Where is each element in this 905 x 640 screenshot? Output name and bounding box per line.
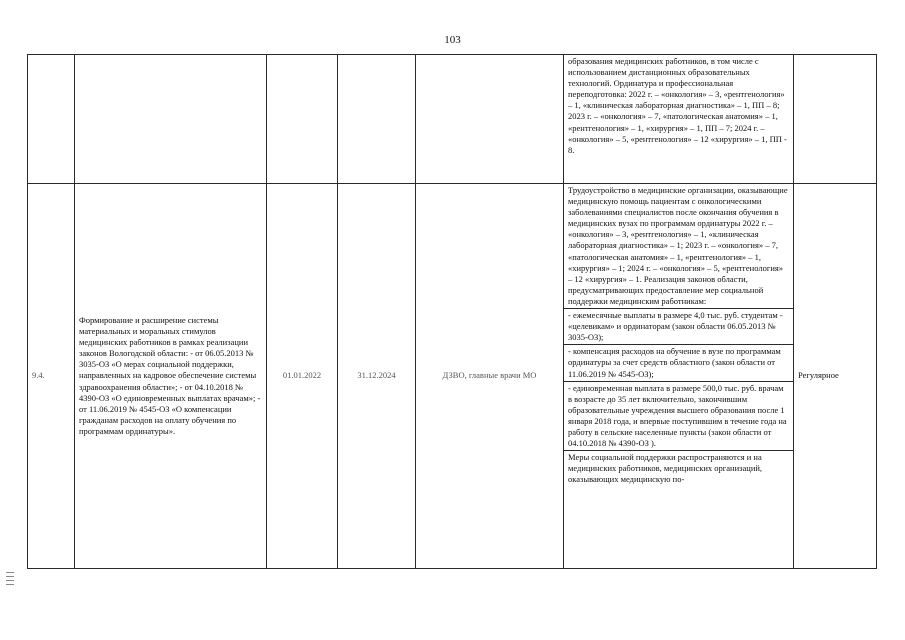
result-text: - единовременная выплата в размере 500,0 тыс. руб. врачам в возрасте до 35 лет включительно, закончившим образовательные учреждения высшего образования после 1 января 2018 года, и впервые поступившим в течение года на работу в сельские населенные пункты (закон области от 04.10.2018 № 4390-ОЗ ). bbox=[564, 382, 793, 452]
end-date-cell bbox=[338, 184, 416, 569]
results-cell bbox=[564, 184, 794, 569]
result-text: - компенсация расходов на обучение в вузе по программам ординатуры за счет средств областного (закон области от 11.06.2019 № 4545-ОЗ); bbox=[564, 345, 793, 381]
table-row bbox=[28, 55, 877, 184]
results-cell bbox=[564, 55, 794, 184]
start-date-cell bbox=[267, 55, 338, 184]
start-date: 01.01.2022 bbox=[282, 370, 322, 381]
executor-text: ДЗВО, главные врачи МО bbox=[442, 370, 537, 381]
plan-table bbox=[27, 54, 877, 569]
periodicity-cell bbox=[794, 184, 877, 569]
end-date-cell bbox=[338, 55, 416, 184]
periodicity-cell bbox=[794, 55, 877, 184]
periodicity-text: Регулярное bbox=[798, 370, 839, 381]
result-text: Меры социальной поддержки распространяются и на медицинских работников, медицинских организаций, оказывающих медицинскую по- bbox=[568, 452, 763, 485]
measure-cell bbox=[75, 184, 267, 569]
executor-cell bbox=[416, 55, 564, 184]
measure-cell bbox=[75, 55, 267, 184]
measure-text: Формирование и расширение системы материальных и моральных стимулов медицинских работников в рамках реализации законов Вологодской области: - от 06.05.2013 № 3035-ОЗ «О мерах социальной поддержки, направленных на кадровое обеспечение системы здравоохранения области»; - от 04.10.2018 № 4390-ОЗ «О единовременных выплатах врачам»; - от 11.06.2019 № 4545-ОЗ «О компенсации гражданам расходов на оплату обучения по программам ординатуры». bbox=[79, 314, 261, 436]
result-text: - ежемесячные выплаты в размере 4,0 тыс. руб. студентам - «целевикам» и ординаторам (закон области 06.05.2013 № 3035-ОЗ); bbox=[564, 309, 793, 345]
scan-edge-marks bbox=[6, 572, 16, 588]
page-number: 103 bbox=[444, 34, 461, 46]
start-date-cell bbox=[267, 184, 338, 569]
executor-cell bbox=[416, 184, 564, 569]
table-row bbox=[28, 184, 877, 569]
result-text: образования медицинских работников, в том числе с использованием дистанционных образовательных технологий. Ординатура и профессиональная переподготовка: 2022 г. – «онкология» – 3, «рентгенология» – 1, «клиническая лабораторная диагностика» – 1, ПП – 8; 2023 г. – «онкология» – 7, «патологическая анатомия» – 1, «рентгенология» – 1, «хирургия» – 1, ПП – 7; 2024 г. – «онкология» – 5, «рентгенология» – 12 «хирургия» – 1, ПП - 8. bbox=[568, 56, 787, 155]
result-text: Трудоустройство в медицинские организации, оказывающие медицинскую помощь пациентам с онкологическими заболеваниями специалистов после окончания обучения в медицинских вузах по программам ординатуры 2022 г. – «онкология» – 3, «рентгенология» – 1, «клиническая лабораторная диагностика» – 1; 2023 г. – «онкология» – 7, «патологическая анатомия» – 1, «рентгенология» – 1, «хирургия» – 1; 2024 г. – «онкология» – 5, «рентгенология» – 12 «хирургия» – 1. Реализация законов области, предусматривающих предоставление мер социальной поддержки медицинским работникам: bbox=[564, 184, 793, 309]
number-cell bbox=[28, 184, 75, 569]
item-number: 9.4. bbox=[32, 370, 45, 381]
end-date: 31.12.2024 bbox=[357, 370, 396, 381]
number-cell bbox=[28, 55, 75, 184]
